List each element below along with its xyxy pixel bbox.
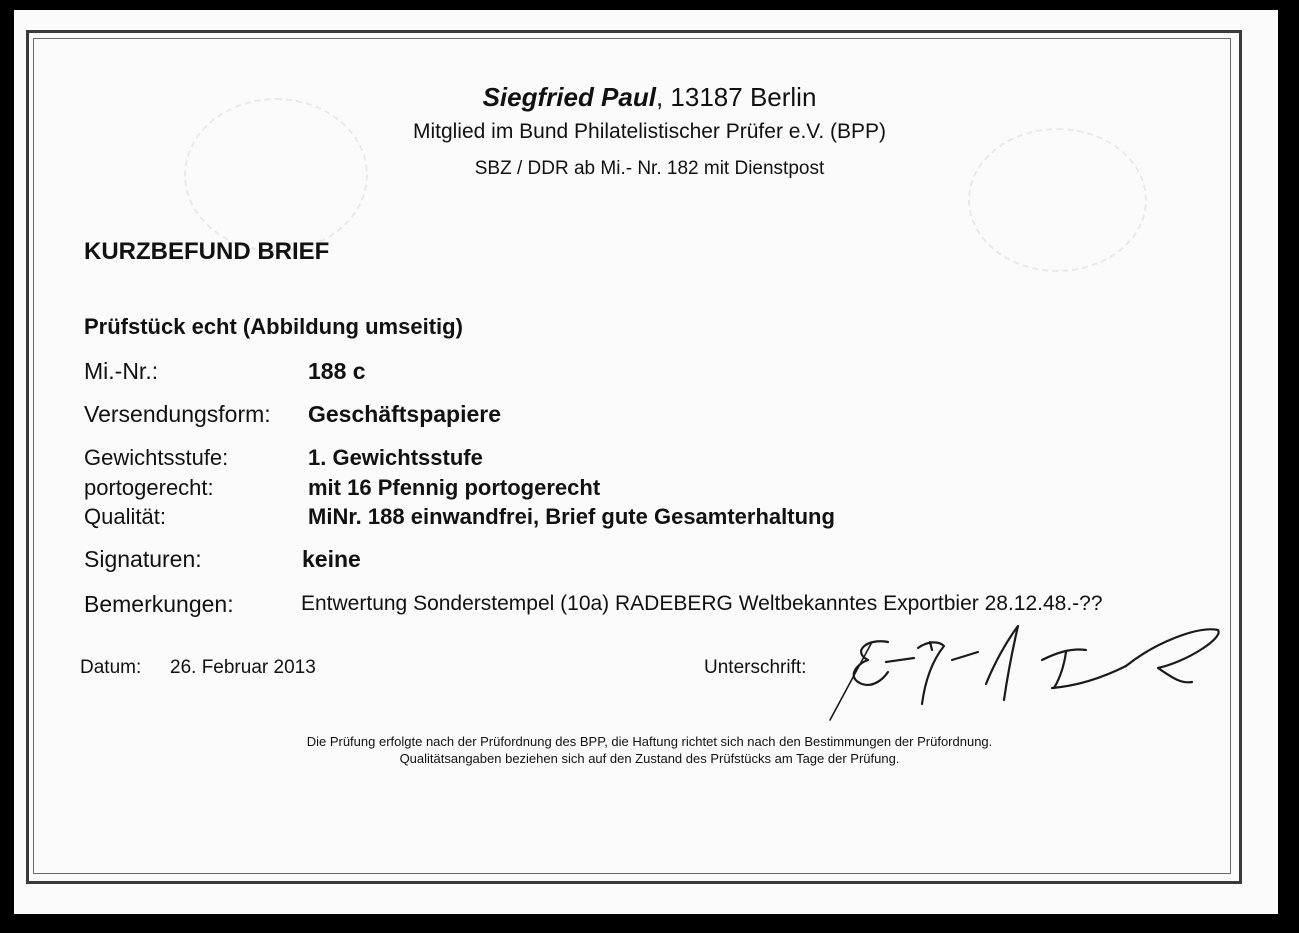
field-value-bemerkungen: Entwertung Sonderstempel (10a) RADEBERG Weltbekanntes Exportbier 28.12.48.-??: [301, 592, 1103, 615]
document-title: KURZBEFUND BRIEF: [84, 238, 330, 265]
examiner-name-line: [0, 82, 1299, 113]
field-label-gewichtsstufe: Gewichtsstufe:: [84, 445, 229, 470]
field-value-minr: 188 c: [308, 358, 366, 384]
examiner-city: , 13187 Berlin: [655, 82, 817, 112]
field-label-versendungsform: Versendungsform:: [84, 401, 271, 427]
footer-disclaimer-line-1: Die Prüfung erfolgte nach der Prüfordnung des BPP, die Haftung richtet sich nach den Bestimmungen der Prüfordnung.: [306, 734, 993, 749]
verdict: Prüfstück echt (Abbildung umseitig): [84, 314, 463, 339]
scope-line: SBZ / DDR ab Mi.- Nr. 182 mit Dienstpost: [474, 158, 825, 179]
field-label-portogerecht: portogerecht:: [84, 475, 214, 500]
footer-disclaimer-line-2: Qualitätsangaben beziehen sich auf den Zustand des Prüfstücks am Tage der Prüfung.: [399, 751, 900, 766]
field-label-qualitaet: Qualität:: [84, 504, 166, 529]
field-label-signaturen: Signaturen:: [84, 546, 202, 572]
field-value-qualitaet: MiNr. 188 einwandfrei, Brief gute Gesamterhaltung: [308, 504, 835, 529]
field-value-signaturen: keine: [302, 546, 361, 572]
field-value-versendungsform: Geschäftspapiere: [308, 401, 502, 427]
field-label-minr: Mi.-Nr.:: [84, 358, 159, 384]
signature-label: Unterschrift:: [704, 657, 807, 678]
date-value: 26. Februar 2013: [170, 657, 316, 678]
field-value-gewichtsstufe: 1. Gewichtsstufe: [308, 445, 483, 470]
membership-line: Mitglied im Bund Philatelistischer Prüfer e.V. (BPP): [412, 120, 887, 143]
field-value-portogerecht: mit 16 Pfennig portogerecht: [308, 475, 601, 500]
examiner-name: Siegfried Paul: [482, 82, 656, 112]
handwritten-signature: [826, 612, 1226, 732]
field-label-bemerkungen: Bemerkungen:: [84, 591, 234, 617]
date-label: Datum:: [80, 657, 142, 678]
ghost-postmark-right: [968, 128, 1147, 272]
